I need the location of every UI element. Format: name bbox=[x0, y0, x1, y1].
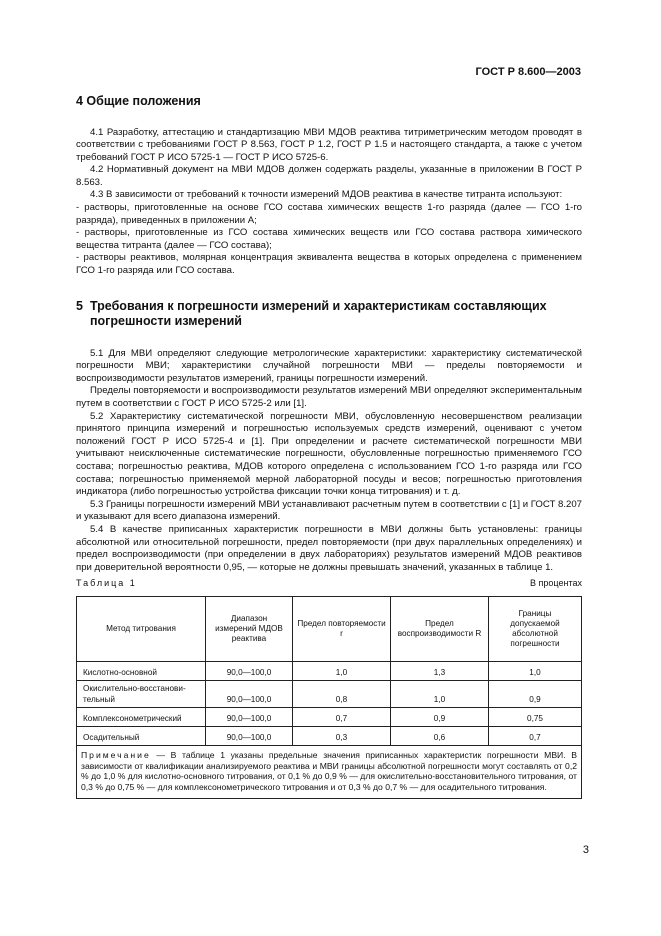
paragraph-5-4: 5.4 В качестве приписанных характеристик погрешности в МВИ должны быть установлены: границы абсолютной или относительной погрешности, предел повторяемости (при двух параллельных определениях) и предел воспроизводимости (при определении в двух лабораториях) результатов измерений МДОВ реактивов при доверительной вероятности 0,95, — которые не должны превышать значений, указанных в таблице 1. bbox=[76, 523, 582, 573]
table-cell: Комплексонометрический bbox=[77, 707, 206, 726]
page-content bbox=[76, 94, 582, 799]
list-item: - растворы, приготовленные из ГСО состава химических веществ или ГСО состава раствора химического вещества титранта (далее — ГСО состава); bbox=[76, 227, 582, 251]
table-cell: 0,9 bbox=[391, 707, 489, 726]
table-cell: 1,0 bbox=[489, 661, 582, 680]
table-row bbox=[77, 680, 582, 707]
table-cell: Осадительный bbox=[77, 726, 206, 745]
table-title: Таблица 1 bbox=[76, 578, 137, 589]
table-cell: 0,75 bbox=[489, 707, 582, 726]
table-row bbox=[77, 661, 582, 680]
paragraph-5-1: 5.1 Для МВИ определяют следующие метрологические характеристики: характеристику систематической погрешности МВИ; характеристики случайной погрешности МВИ — пределы повторяемости и воспроизводимости результатов измерений, границы погрешности измерений. bbox=[76, 347, 582, 384]
table-cell: 0,7 bbox=[489, 726, 582, 745]
table-cell: 0,8 bbox=[293, 680, 391, 707]
note-label: Примечание bbox=[81, 749, 151, 760]
table-cell: Кислотно-основной bbox=[77, 661, 206, 680]
table-row bbox=[77, 726, 582, 745]
table-note bbox=[77, 745, 582, 798]
document-id: ГОСТ Р 8.600—2003 bbox=[475, 66, 581, 78]
table-header: Предел повторяемости r bbox=[293, 596, 391, 661]
table-cell: 0,3 bbox=[293, 726, 391, 745]
table-cell: Окислительно-восстанови-тельный bbox=[77, 680, 206, 707]
paragraph-4-1: 4.1 Разработку, аттестацию и стандартизацию МВИ МДОВ реактива титриметрическим методом проводят в соответствии с требованиями ГОСТ Р 8.563, ГОСТ Р 1.2, ГОСТ Р 1.5 и настоящего стандарта, а также с учетом требований ГОСТ Р ИСО 5725-1 — ГОСТ Р ИСО 5725-6. bbox=[76, 126, 582, 163]
page-number: 3 bbox=[582, 844, 589, 856]
table-cell: 1,0 bbox=[391, 680, 489, 707]
section-5-number: 5 bbox=[76, 298, 83, 313]
table-caption-row bbox=[76, 577, 582, 590]
table-cell: 1,0 bbox=[293, 661, 391, 680]
note-text: — В таблице 1 указаны предельные значения приписанных характеристик погрешности МВИ. В зависимости от квалификации анализируемого реактива и МВИ границы абсолютной погрешности могут составлять от 0,2 % до 1,0 % для кислотно-основного титрования, от 0,1 % до 0,9 % — для окислительно-восстановительного титрования, от 0,3 % до 0,75 % — для комплексонометрического титрования и от 0,3 % до 0,7 % — для осадительного титрования. bbox=[81, 749, 577, 792]
paragraph-4-2: 4.2 Нормативный документ на МВИ МДОВ должен содержать разделы, указанные в приложении В ГОСТ Р 8.563. bbox=[76, 164, 582, 188]
table-cell: 90,0—100,0 bbox=[206, 726, 293, 745]
table-header: Диапазон измерений МДОВ реактива bbox=[206, 596, 293, 661]
table-cell: 90,0—100,0 bbox=[206, 661, 293, 680]
table-cell: 90,0—100,0 bbox=[206, 707, 293, 726]
table-header: Предел воспроизводимости R bbox=[391, 596, 489, 661]
table-header: Метод титрования bbox=[77, 596, 206, 661]
section-5-title bbox=[76, 299, 582, 330]
error-limits-table bbox=[76, 596, 582, 799]
list-item: - растворы реактивов, молярная концентрация эквивалента вещества в которых определена с применением ГСО 1-го разряда или ГСО состава. bbox=[76, 252, 582, 277]
table-cell: 90,0—100,0 bbox=[206, 680, 293, 707]
table-units: В процентах bbox=[530, 578, 582, 589]
table-row bbox=[77, 707, 582, 726]
paragraph-4-3: 4.3 В зависимости от требований к точности измерений МДОВ реактива в качестве титранта используют: bbox=[90, 189, 563, 201]
table-header: Границы допускаемой абсолютной погрешности bbox=[489, 596, 582, 661]
list-item: - растворы, приготовленные на основе ГСО состава химических веществ 1-го разряда (далее — ГСО 1-го разряда), приведенных в приложении А; bbox=[76, 202, 582, 226]
paragraph-5-1-cont: Пределы повторяемости и воспроизводимости результатов измерений МВИ определяют экспериментальным путем в соответствии с ГОСТ Р ИСО 5725-2 или [1]. bbox=[76, 385, 582, 409]
table-note-row bbox=[77, 745, 582, 798]
table-cell: 0,7 bbox=[293, 707, 391, 726]
table-cell: 0,9 bbox=[489, 680, 582, 707]
section-5-title-text: Требования к погрешности измерений и характеристикам составляющих погрешности измерений bbox=[90, 298, 547, 329]
paragraph-5-2: 5.2 Характеристику систематической погрешности МВИ, обусловленную несовершенством реализации принятого принципа измерений и погрешностью используемых средств измерений, оценивают с учетом положений ГОСТ Р ИСО 5725-4 и [1]. При определении и расчете систематической погрешности МВИ учитывают неисключенные систематические погрешности, обусловленные погрешностью применяемого ГСО состава; погрешностью реактива, МДОВ которого определена с использованием ГСО 1-го разряда или ГСО состава; погрешностью применяемой мерной лабораторной посуды и весов; погрешностью приготовления индикатора (либо погрешностью устройства фиксации точки конца титрования) и т. д. bbox=[76, 410, 582, 498]
table-cell: 1,3 bbox=[391, 661, 489, 680]
section-4-title: 4 Общие положения bbox=[76, 94, 201, 108]
table-header-row bbox=[77, 596, 582, 661]
paragraph-5-3: 5.3 Границы погрешности измерений МВИ устанавливают расчетным путем в соответствии с [1] и ГОСТ 8.207 и указывают для всего диапазона измерений. bbox=[76, 498, 582, 523]
table-cell: 0,6 bbox=[391, 726, 489, 745]
